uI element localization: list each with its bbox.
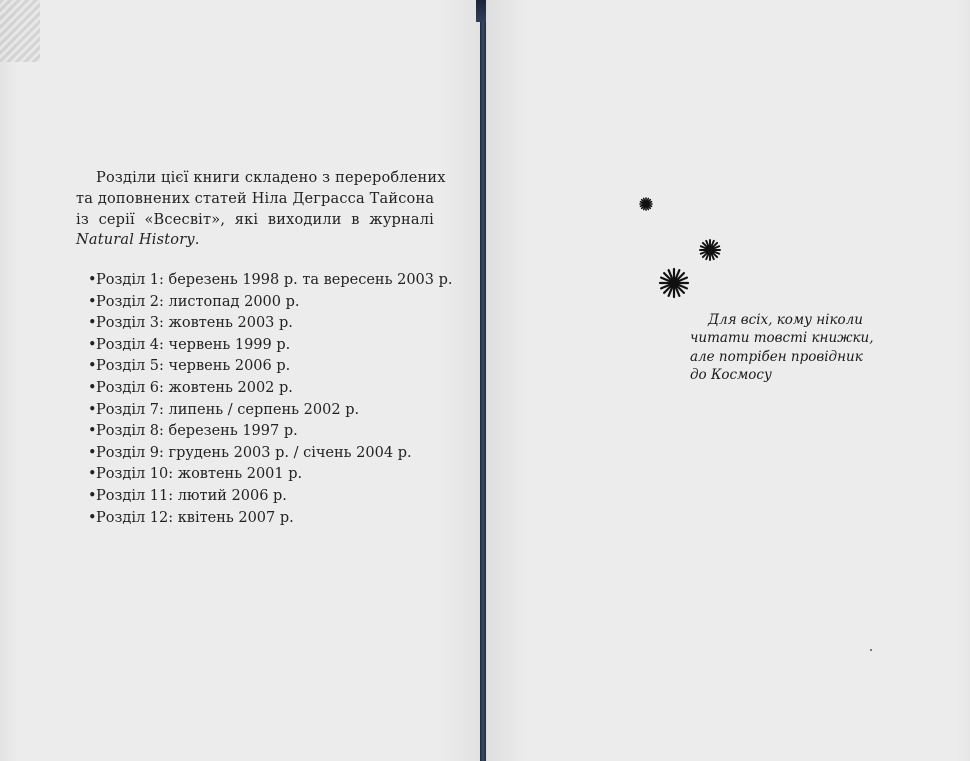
chapter-entry: Розділ 11: лютий 2006 р. — [96, 487, 287, 504]
list-item — [88, 292, 453, 314]
chapter-entry: Розділ 6: жовтень 2002 р. — [96, 379, 293, 396]
list-item — [88, 335, 453, 357]
intro-line-last — [76, 230, 434, 251]
dedication — [690, 311, 880, 385]
list-item — [88, 421, 453, 443]
list-item — [88, 270, 453, 292]
list-item — [88, 356, 453, 378]
intro-period: . — [194, 232, 200, 249]
chapter-entry: Розділ 7: липень / серпень 2002 р. — [96, 401, 360, 418]
chapter-list — [88, 270, 453, 529]
bullet: • — [88, 293, 97, 310]
chapter-entry: Розділ 3: жовтень 2003 р. — [96, 315, 293, 332]
chapter-entry: Розділ 4: червень 1999 р. — [96, 336, 291, 353]
bullet: • — [88, 379, 97, 396]
bullet: • — [88, 444, 97, 461]
bullet: • — [88, 487, 97, 504]
page-speck — [870, 649, 872, 651]
bullet: • — [88, 336, 97, 353]
bullet: • — [88, 401, 97, 418]
chapter-entry: Розділ 12: квітень 2007 р. — [96, 509, 294, 526]
star-icon — [660, 269, 688, 297]
chapter-entry: Розділ 2: листопад 2000 р. — [96, 293, 300, 310]
intro-line: із серії «Всесвіт», які виходили в журналі — [76, 211, 434, 228]
dedication-line: читати товсті книжки, — [690, 330, 874, 347]
dedication-line: Для всіх, кому ніколи — [708, 312, 863, 328]
list-item — [88, 313, 453, 335]
chapter-entry: Розділ 1: березень 1998 р. та вересень 2003 р. — [96, 272, 453, 288]
star-icon — [700, 240, 720, 260]
list-item — [88, 378, 453, 400]
list-item — [88, 443, 453, 465]
intro-paragraph — [76, 168, 446, 251]
list-item — [88, 400, 453, 422]
bullet: • — [88, 466, 97, 483]
bullet: • — [88, 509, 97, 526]
list-item — [88, 486, 453, 508]
journal-title: Natural History — [76, 232, 195, 249]
intro-line: Розділи цієї книги складено з перероблених — [96, 170, 446, 186]
chapter-entry: Розділ 8: березень 1997 р. — [96, 423, 298, 440]
bullet: • — [88, 315, 97, 332]
intro-line: та доповнених статей Ніла Деграсса Тайсона — [76, 190, 435, 207]
list-item — [88, 508, 453, 530]
dedication-line: але потрібен провідник — [690, 348, 863, 365]
star-icon — [640, 198, 652, 210]
dedication-line: до Космосу — [690, 367, 772, 384]
chapter-entry: Розділ 9: грудень 2003 р. / січень 2004 р. — [96, 444, 412, 461]
bullet: • — [88, 272, 97, 288]
page-corner-decoration — [0, 0, 40, 62]
list-item — [88, 464, 453, 486]
chapter-entry: Розділ 5: червень 2006 р. — [96, 358, 291, 375]
bullet: • — [88, 358, 97, 375]
bullet: • — [88, 423, 97, 440]
chapter-entry: Розділ 10: жовтень 2001 р. — [96, 466, 303, 483]
